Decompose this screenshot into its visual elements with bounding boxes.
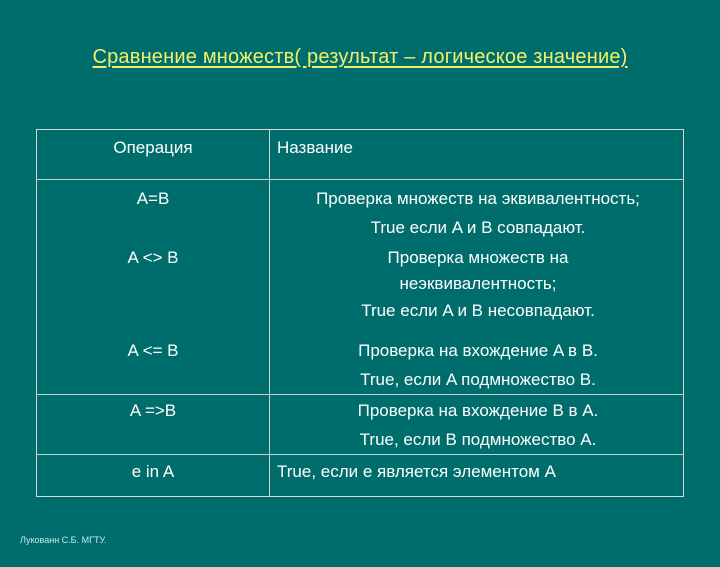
row-description-line: неэквивалентность; (399, 274, 557, 293)
row-operation: A =>B (129, 401, 177, 420)
row-operation: A <= B (127, 341, 179, 360)
row-description-line: True если A и B несовпадают. (361, 301, 595, 320)
row-description-line: Проверка на вхождение B в A. (357, 401, 599, 420)
row-operation: A=B (136, 189, 170, 208)
row-description-line: True, если B подмножество A. (359, 430, 597, 449)
row-divider (37, 394, 683, 395)
row-description-line: Проверка множеств на эквивалентность; (316, 189, 640, 208)
row-description-line: True, если A подмножество B. (360, 370, 596, 389)
header-operation: Операция (113, 138, 193, 157)
author-footer: Лукованн С.Б. МГТУ. (20, 535, 107, 545)
row-divider (37, 454, 683, 455)
row-divider (37, 179, 683, 180)
row-description-line: Проверка множеств на (387, 248, 569, 267)
row-operation: A <> B (127, 248, 179, 267)
slide-title: Сравнение множеств( результат – логическое значение) (92, 46, 628, 68)
header-name: Название (277, 138, 353, 157)
row-description-line: True, если е является элементом A (277, 462, 556, 481)
column-divider (269, 130, 270, 496)
comparison-table (36, 129, 684, 497)
row-description-line: Проверка на вхождение A в B. (358, 341, 598, 360)
row-operation: e in A (131, 462, 175, 481)
row-description-line: True если A и B совпадают. (370, 218, 586, 237)
